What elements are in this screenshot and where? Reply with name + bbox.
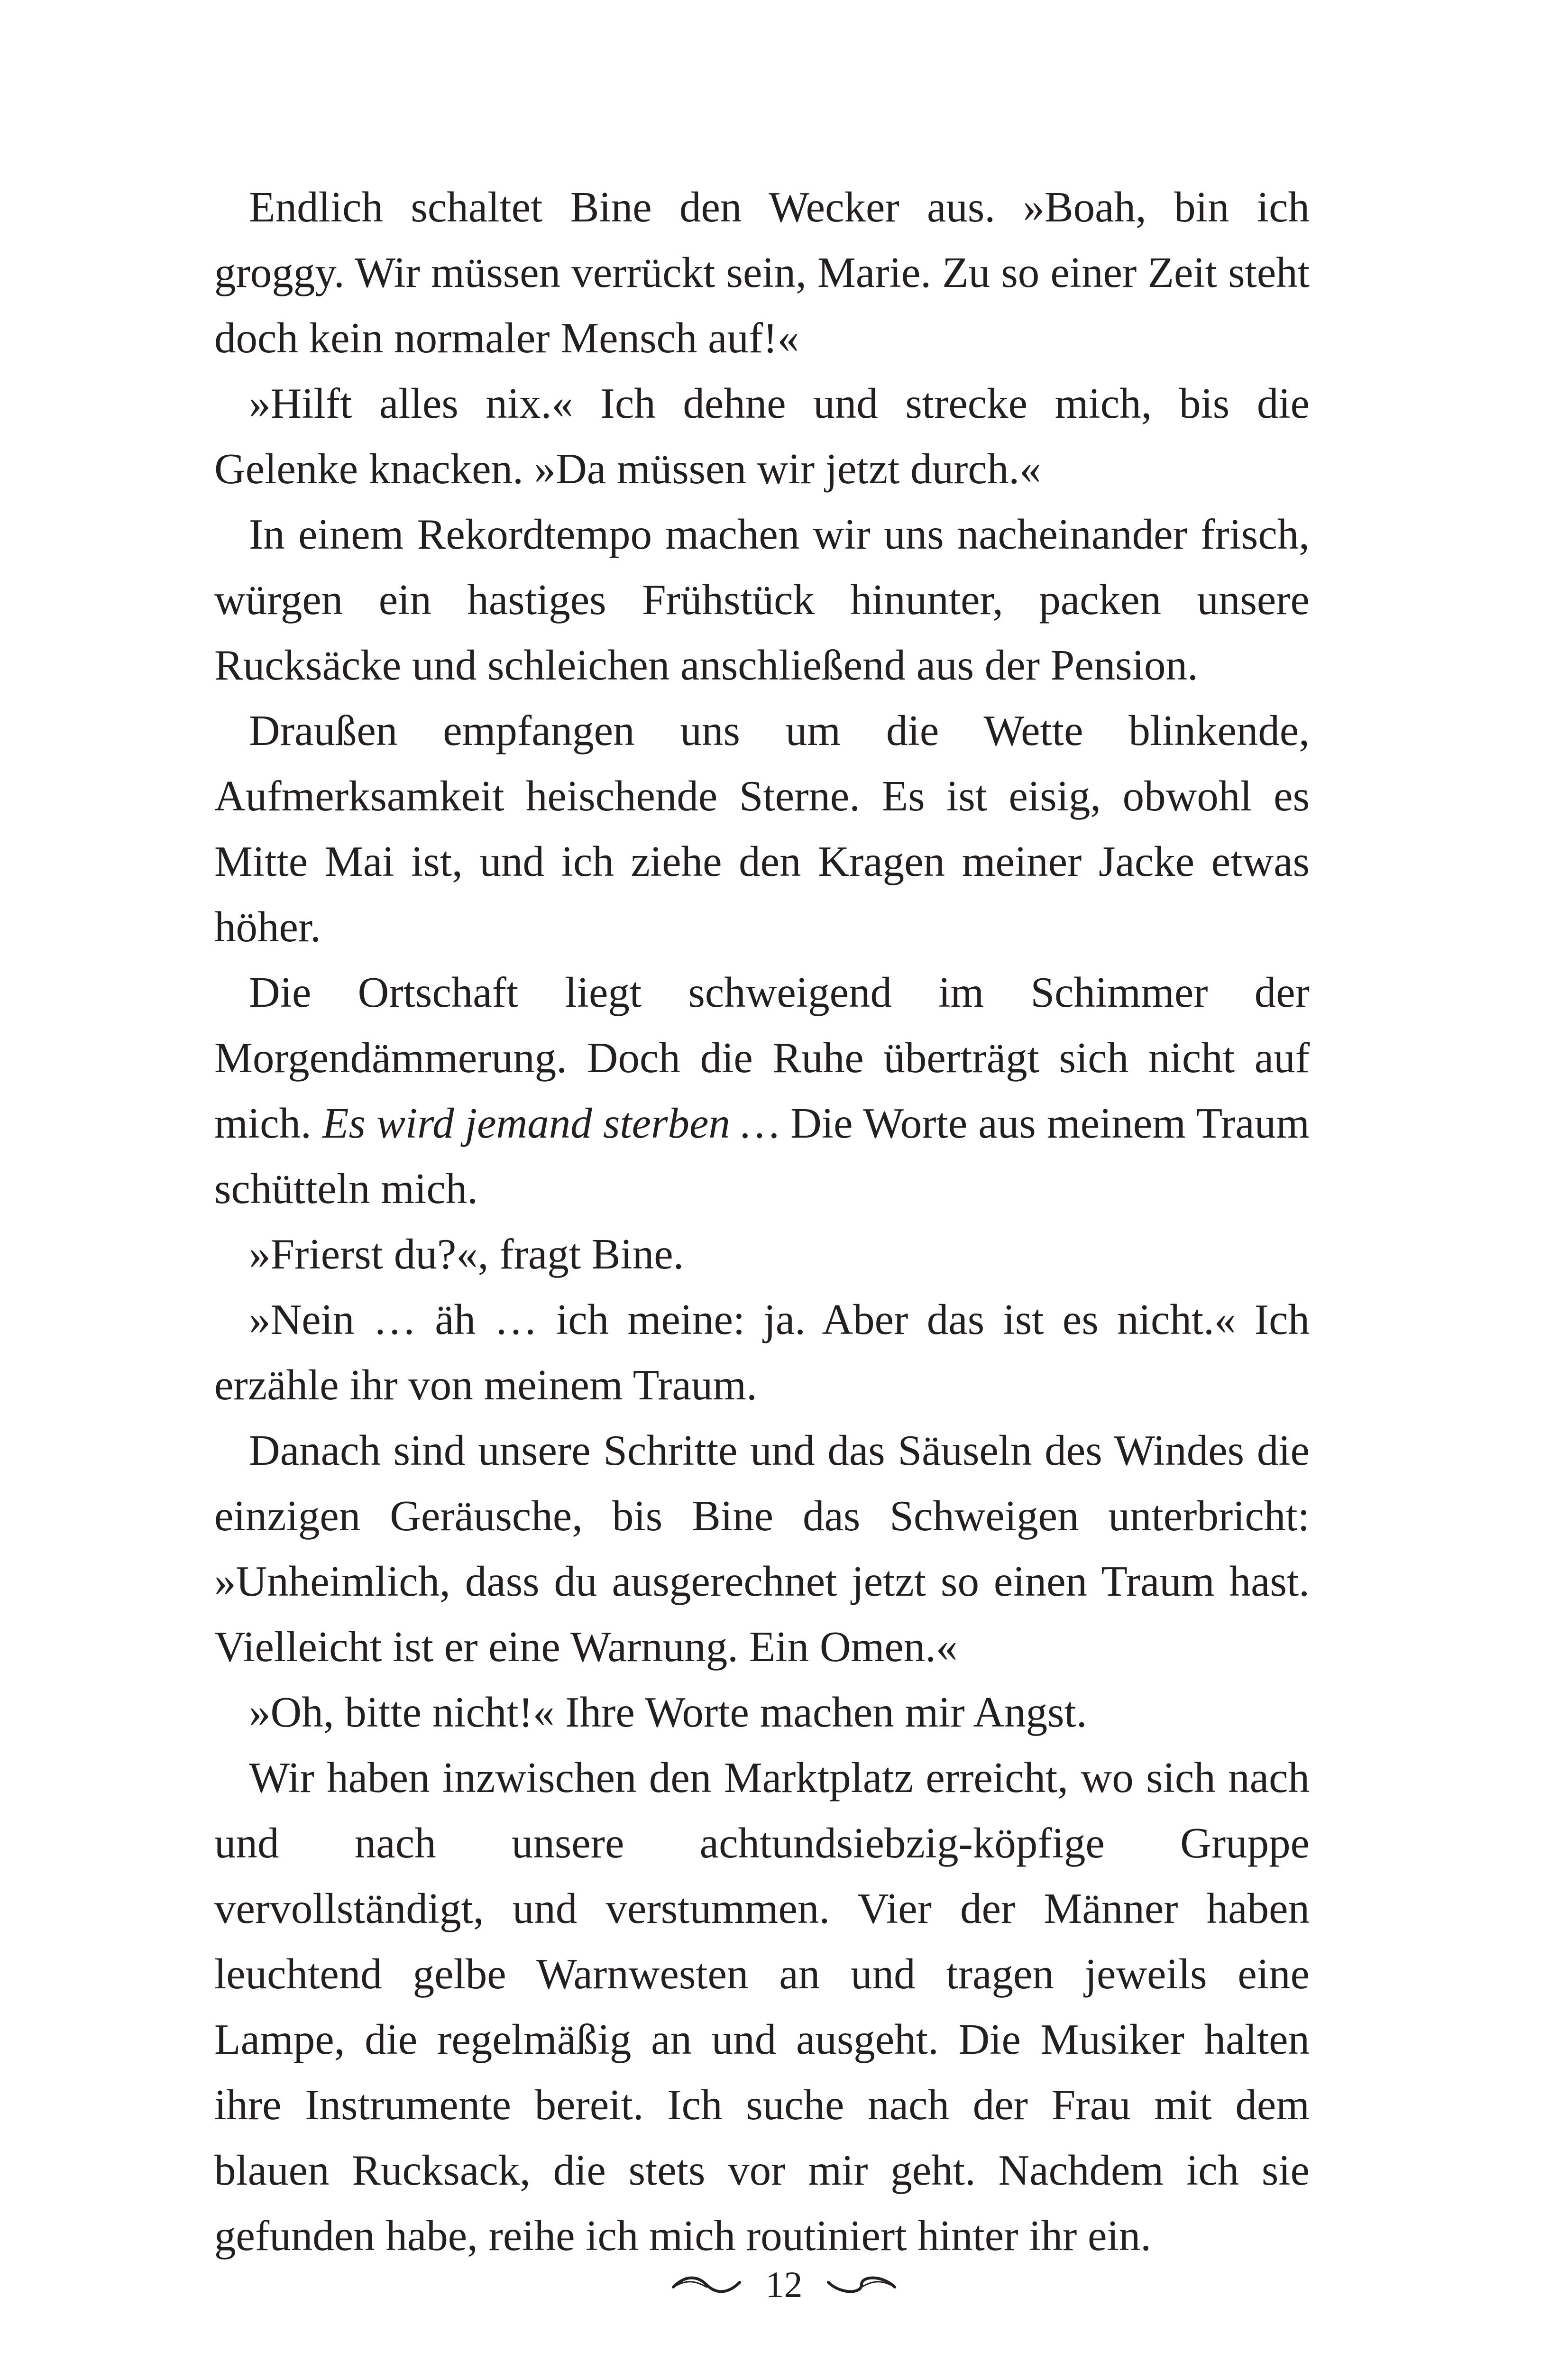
paragraph: Wir haben inzwischen den Marktplatz erreicht, wo sich nach und nach unsere achtundsiebzig-köpfige Gruppe vervollständigt, und verstummen. Vier der Männer haben leuchtend gelbe Warnwesten an und tragen jeweils eine Lampe, die regelmäßig an und ausgeht. Die Musiker halten ihre Instrumente bereit. Ich suche nach der Frau mit dem blauen Rucksack, die stets vor mir geht. Nachdem ich sie gefunden habe, reihe ich mich routiniert hinter ihr ein. [214, 1754, 1310, 2260]
paragraph [214, 960, 1310, 1222]
paragraph-text: Die Worte aus meinem Traum schütteln mich. [214, 1099, 1310, 1213]
swash-ornament-left-icon [671, 2273, 742, 2297]
body-text [214, 175, 1310, 2269]
paragraph: »Oh, bitte nicht!« Ihre Worte machen mir Angst. [249, 1688, 1087, 1736]
paragraph: Endlich schaltet Bine den Wecker aus. »Boah, bin ich groggy. Wir müssen verrückt sein, Marie. Zu so einer Zeit steht doch kein normaler Mensch auf!« [214, 183, 1310, 362]
italic-quote: Es wird jemand sterben … [322, 1099, 779, 1147]
paragraph: »Nein … äh … ich meine: ja. Aber das ist es nicht.« Ich erzähle ihr von meinem Traum. [214, 1296, 1310, 1409]
page-folio [0, 2257, 1568, 2308]
paragraph: Danach sind unsere Schritte und das Säuseln des Windes die einzigen Geräusche, bis Bine das Schweigen unterbricht: »Unheimlich, dass du ausgerechnet jetzt so einen Traum hast. Vielleicht ist er eine Warnung. Ein Omen.« [214, 1426, 1310, 1671]
swash-ornament-right-icon [826, 2273, 897, 2297]
paragraph-text: Die Ortschaft liegt schweigend im Schimmer der Morgendämmerung. Doch die Ruhe überträgt sich nicht auf mich. [214, 968, 1310, 1147]
paragraph: Draußen empfangen uns um die Wette blinkende, Aufmerksamkeit heischende Sterne. Es ist eisig, obwohl es Mitte Mai ist, und ich ziehe den Kragen meiner Jacke etwas höher. [214, 707, 1310, 951]
page-number: 12 [765, 2264, 803, 2306]
paragraph: In einem Rekordtempo machen wir uns nacheinander frisch, würgen ein hastiges Frühstück hinunter, packen unsere Rucksäcke und schleichen anschließend aus der Pension. [214, 510, 1310, 689]
paragraph: »Hilft alles nix.« Ich dehne und strecke mich, bis die Gelenke knacken. »Da müssen wir jetzt durch.« [214, 379, 1310, 493]
paragraph: »Frierst du?«, fragt Bine. [249, 1230, 684, 1278]
